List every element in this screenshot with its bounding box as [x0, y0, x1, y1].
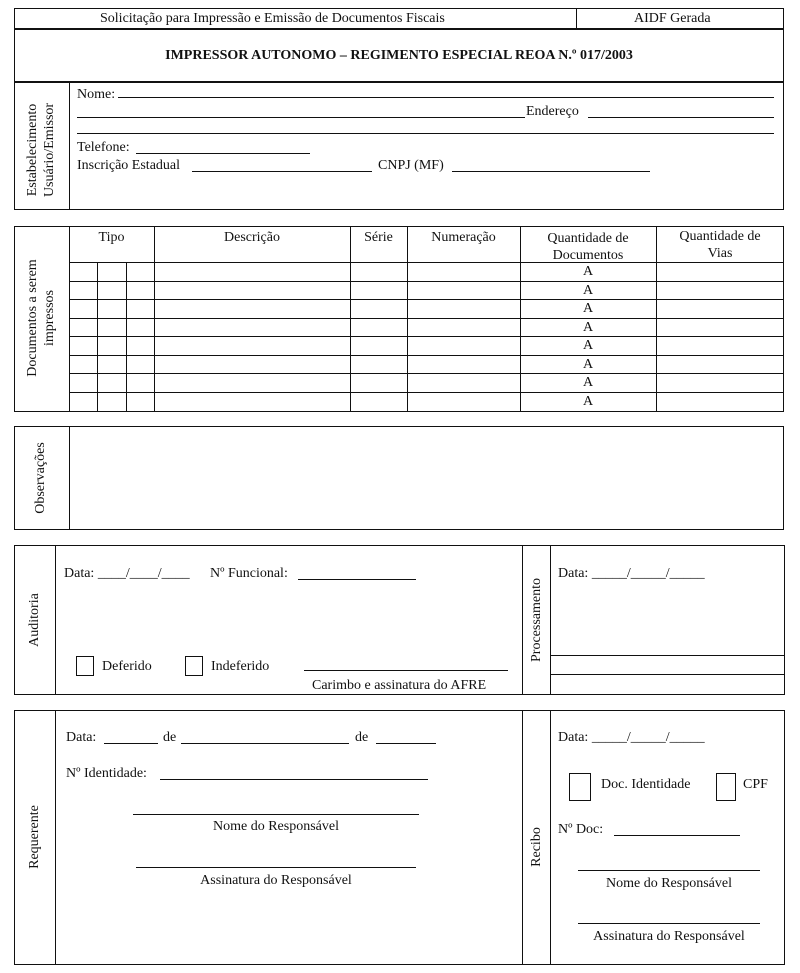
- documentos-label: [24, 259, 58, 376]
- requerente-identidade-label: Nº Identidade:: [66, 766, 147, 781]
- carimbo-label: Carimbo e assinatura do AFRE: [312, 678, 487, 693]
- recibo-assinatura-line[interactable]: [578, 923, 760, 924]
- requerente-de-1: de: [163, 730, 177, 745]
- requerente-data-label: Data:: [66, 730, 97, 745]
- cpf-checkbox[interactable]: [716, 773, 736, 801]
- qtd-docs-mark: A: [582, 393, 594, 409]
- col-header-tipo: Tipo: [98, 230, 125, 245]
- requerente-de-2: de: [355, 730, 369, 745]
- indeferido-label: Indeferido: [211, 659, 270, 674]
- qtd-docs-mark: A: [582, 375, 594, 390]
- telefone-field[interactable]: [136, 153, 310, 154]
- requerente-identidade-field[interactable]: [160, 779, 428, 780]
- documentos-label-line2: impressos: [42, 290, 57, 347]
- doc-identidade-label: Doc. Identidade: [601, 777, 691, 792]
- processamento-label: Processamento: [529, 578, 544, 662]
- recibo-nome-line[interactable]: [578, 870, 760, 871]
- requerente-assinatura-line[interactable]: [136, 867, 416, 868]
- requerente-label: Requerente: [27, 805, 42, 869]
- endereco-line-left[interactable]: [77, 117, 525, 118]
- aidf-label: AIDF Gerada: [634, 11, 711, 26]
- nome-field[interactable]: [118, 97, 774, 98]
- requerente-label-divider: [55, 710, 56, 965]
- col-header-qtd-docs: [520, 230, 656, 264]
- qtd-docs-mark: A: [582, 264, 594, 279]
- inscricao-field[interactable]: [192, 171, 372, 172]
- processamento-data[interactable]: Data: _____/_____/_____: [558, 566, 705, 581]
- deferido-label: Deferido: [102, 659, 152, 674]
- carimbo-signature-line[interactable]: [304, 670, 508, 671]
- endereco-field[interactable]: [588, 117, 774, 118]
- table-row[interactable]: [69, 392, 784, 411]
- recibo-nome-label: Nome do Responsável: [606, 876, 732, 891]
- auditoria-funcional-label: Nº Funcional:: [210, 566, 288, 581]
- requerente-assinatura-label: Assinatura do Responsável: [200, 873, 352, 888]
- estabelecimento-label-line2: Usuário/Emissor: [42, 102, 57, 198]
- processamento-label-divider: [550, 545, 551, 695]
- estabelecimento-label-line1: Estabelecimento: [25, 103, 40, 197]
- recibo-label-divider: [550, 710, 551, 965]
- col-header-qtd-vias-line1: Quantidade de: [679, 229, 761, 244]
- col-header-qtd-docs-line1: Quantidade de: [547, 231, 629, 246]
- indeferido-checkbox[interactable]: [185, 656, 203, 676]
- observacoes-field[interactable]: [72, 429, 780, 527]
- col-header-serie: Série: [364, 230, 393, 245]
- col-header-qtd-vias-line2: Vias: [707, 246, 733, 261]
- main-title: IMPRESSOR AUTONOMO – REGIMENTO ESPECIAL REOA N.º 017/2003: [165, 48, 633, 63]
- table-row[interactable]: [69, 336, 784, 355]
- table-row[interactable]: [69, 318, 784, 337]
- qtd-docs-mark: A: [582, 338, 594, 353]
- auditoria-funcional-field[interactable]: [298, 579, 416, 580]
- observacoes-label: Observações: [33, 442, 48, 514]
- deferido-checkbox[interactable]: [76, 656, 94, 676]
- recibo-assinatura-label: Assinatura do Responsável: [593, 929, 745, 944]
- qtd-docs-mark: A: [582, 356, 594, 372]
- qtd-docs-mark: A: [582, 282, 594, 298]
- documentos-label-line1: Documentos a serem: [25, 259, 40, 377]
- requerente-section: [14, 710, 523, 965]
- requerente-year-field[interactable]: [376, 743, 436, 744]
- header-divider: [576, 8, 577, 30]
- col-header-numeracao: Numeração: [431, 230, 496, 245]
- telefone-label: Telefone:: [77, 140, 130, 155]
- recibo-label: Recibo: [529, 827, 544, 867]
- auditoria-label-divider: [55, 545, 56, 695]
- processamento-line-2: [550, 674, 785, 675]
- requerente-nome-line[interactable]: [133, 814, 419, 815]
- form-title: Solicitação para Impressão e Emissão de Documentos Fiscais: [100, 11, 445, 26]
- table-row[interactable]: [69, 355, 784, 374]
- nome-label: Nome:: [77, 87, 116, 102]
- requerente-day-field[interactable]: [104, 743, 158, 744]
- col-header-descricao: Descrição: [224, 230, 280, 245]
- requerente-month-field[interactable]: [181, 743, 349, 744]
- endereco-label: Endereço: [526, 104, 579, 119]
- cnpj-field[interactable]: [452, 171, 650, 172]
- qtd-docs-mark: A: [582, 319, 594, 335]
- inscricao-label: Inscrição Estadual: [77, 158, 181, 173]
- cnpj-label: CNPJ (MF): [378, 158, 444, 173]
- auditoria-label: Auditoria: [27, 593, 42, 647]
- estabelecimento-label: [24, 103, 58, 197]
- doc-identidade-checkbox[interactable]: [569, 773, 591, 801]
- table-row[interactable]: [69, 262, 784, 281]
- col-header-qtd-vias: [656, 228, 784, 262]
- table-row[interactable]: [69, 373, 784, 392]
- table-row[interactable]: [69, 299, 784, 318]
- table-row[interactable]: [69, 281, 784, 300]
- recibo-ndoc-field[interactable]: [614, 835, 740, 836]
- estabelecimento-label-divider: [69, 82, 70, 210]
- endereco-line-2[interactable]: [77, 133, 774, 134]
- col-header-qtd-docs-line2: Documentos: [552, 248, 624, 263]
- qtd-docs-mark: A: [582, 301, 594, 316]
- recibo-ndoc-label: Nº Doc:: [558, 822, 604, 837]
- auditoria-data[interactable]: Data: ____/____/____: [64, 566, 190, 581]
- processamento-line-1: [550, 655, 785, 656]
- cpf-label: CPF: [743, 777, 768, 792]
- observacoes-label-divider: [69, 426, 70, 530]
- requerente-nome-label: Nome do Responsável: [213, 819, 339, 834]
- recibo-data[interactable]: Data: _____/_____/_____: [558, 730, 705, 745]
